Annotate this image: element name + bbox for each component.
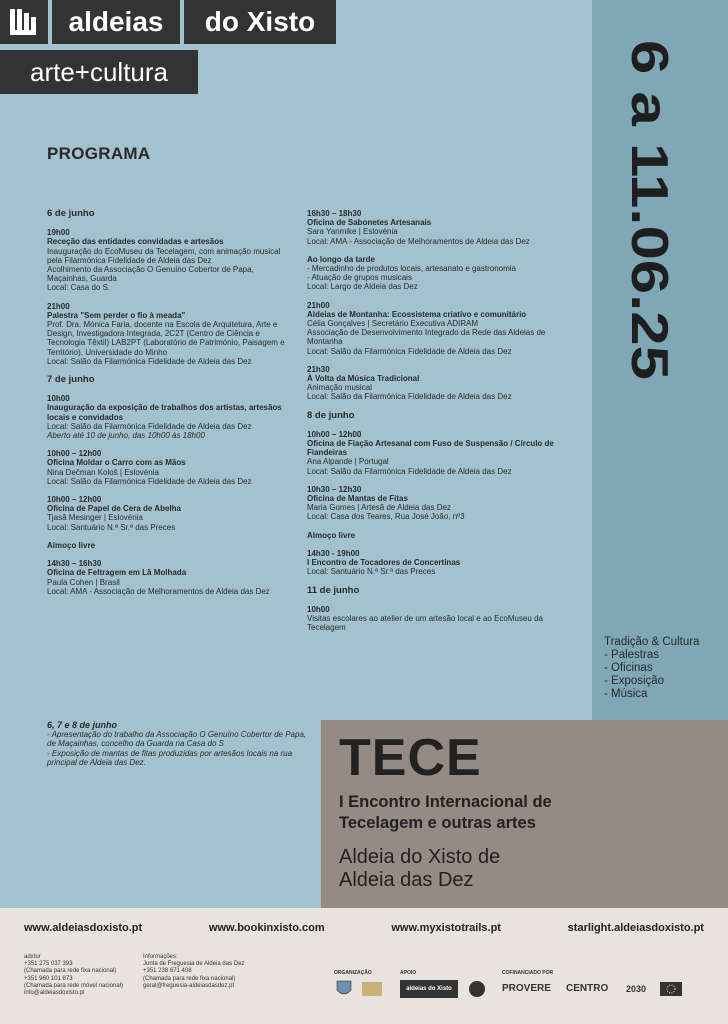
event-name: I Encontro de Tocadores de Concertinas <box>307 558 461 568</box>
event-detail: Prof. Dra. Mónica Faria, docente na Escola de Arquitetura, Arte e Design, Investigadora Integrada, 2C2T (Centro de Ciência e Tecnologia Têxtil) LAB2PT (Laboratório de Património, Paisagem e Território), Universidade do Minho <box>47 320 285 357</box>
footer-sites <box>24 922 704 934</box>
event-detail: Local: Santuário N.ª Sr.ª das Preces <box>307 567 436 577</box>
event-detail: Local: Salão da Filarmónica Fidelidade de Aldeia das Dez <box>307 346 512 356</box>
event-name: Oficina de Feltragem em Lã Molhada <box>47 568 187 578</box>
event-time: 10h00 <box>307 604 330 614</box>
event-detail: Animação musical <box>307 383 372 393</box>
event-place-line: Aldeia das Dez <box>339 869 474 891</box>
topics-list <box>604 636 699 701</box>
contact-info <box>143 954 303 990</box>
event-time: 19h00 <box>47 228 70 238</box>
event-name: Oficina de Mantas de Fitas <box>307 494 408 504</box>
event-time: 10h00 – 12h00 <box>47 449 102 459</box>
event-detail: Local: Salão da Filarmónica Fidelidade de Aldeia das Dez <box>47 476 252 486</box>
tag-organizacao: ORGANIZAÇÃO <box>334 970 372 976</box>
lunch-break: Almoço livre <box>307 530 356 540</box>
event-place <box>339 846 500 892</box>
extra-notes <box>47 721 307 767</box>
day-heading: 8 de junho <box>307 409 355 421</box>
program-event <box>307 605 577 633</box>
topic-item: - Música <box>604 688 648 700</box>
event-time: 10h00 <box>47 394 70 404</box>
event-detail: Tjasă Mesinger | Eslovénia <box>47 513 143 523</box>
program-event <box>47 449 292 486</box>
event-time: 21h00 <box>307 300 330 310</box>
aldeias-do-xisto-logo: aldeias do Xisto <box>400 980 458 998</box>
event-time: 14h30 – 16h30 <box>47 559 102 569</box>
program-event <box>307 301 577 356</box>
event-detail: Local: Salão da Filarmónica Fidelidade de Aldeia das Dez <box>307 392 512 402</box>
date-range-vertical <box>600 40 720 400</box>
day-heading: 7 de junho <box>47 374 95 386</box>
contact-line: adxtur <box>24 954 41 960</box>
event-detail: Local: AMA - Associação de Melhoramentos de Aldeia das Dez <box>47 586 270 596</box>
event-detail: Inauguração do EcoMuseu da Tecelagem, com animação musical pela Filarmónica Fidelidade de Aldeia das Dez <box>47 246 281 265</box>
event-title-box <box>321 720 728 908</box>
program-event <box>307 209 577 246</box>
event-detail: Local: Casa do S. <box>47 283 111 293</box>
program-event <box>307 485 577 522</box>
brand-aldeias: aldeias <box>52 0 180 44</box>
contact-line: +351 960 101 873 <box>24 975 73 982</box>
program-event <box>47 228 292 292</box>
event-detail: Associação de Desenvolvimento Integrado da Rede das Aldeias de Montanha <box>307 328 546 347</box>
provere-logo: PROVERE <box>502 983 551 994</box>
extra-heading: 6, 7 e 8 de junho <box>47 720 118 730</box>
event-time: Ao longo da tarde <box>307 254 375 264</box>
event-time: 10h00 – 12h00 <box>47 495 102 505</box>
extra-line: - Exposição de mantas de fitas produzidas por artesãos locais na rua principal de Aldeia das Dez. <box>47 748 293 767</box>
event-detail: Local: Largo de Aldeia das Dez <box>307 282 418 292</box>
event-detail: - Atuação de grupos musicais <box>307 273 412 283</box>
day-heading: 11 de junho <box>307 584 360 596</box>
event-name: Oficina de Papel de Cera de Abelha <box>47 504 181 514</box>
portugal-2030-logo: 2030 <box>626 984 647 994</box>
program-column-right <box>307 209 577 641</box>
event-detail: Visitas escolares ao atelier de um artesão local e ao EcoMuseu da Tecelagem <box>307 613 543 633</box>
program-event <box>47 394 292 440</box>
event-detail: Nina Dečman Kološ | Eslovénia <box>47 467 159 477</box>
program-event <box>47 302 292 366</box>
event-detail: - Mercadinho de produtos locais, artesanato e gastronomia <box>307 264 517 274</box>
event-time: 21h00 <box>47 301 70 311</box>
contact-line: Informações: <box>143 954 178 960</box>
topics-heading: Tradição & Cultura <box>604 636 700 648</box>
event-name: Receção das entidades convidadas e artesãos <box>47 237 224 247</box>
contact-line: (Chamada para rede móvel nacional) <box>24 982 124 989</box>
program-event <box>307 365 577 402</box>
partner-circle-icon <box>468 980 486 998</box>
date-range: 6 a 11.06.25 <box>620 40 678 327</box>
centro-logo: CENTRO <box>566 983 609 994</box>
contact-adxtur <box>24 954 134 997</box>
event-detail: Local: AMA - Associação de Melhoramentos de Aldeia das Dez <box>307 236 530 246</box>
event-detail: Paula Cohen | Brasil <box>47 577 120 587</box>
day-heading: 6 de junho <box>47 208 95 219</box>
brand-do-xisto: do Xisto <box>184 0 336 44</box>
event-name: Oficina Moldar o Carro com as Mãos <box>47 458 186 468</box>
event-detail: Ana Alpande | Portugal <box>307 457 389 467</box>
tag-cofinanciado: COFINANCIADO POR <box>502 970 554 976</box>
municipality-logo-icon <box>360 980 384 998</box>
event-detail: Local: Casa dos Teares, Rua José João, nº3 <box>307 512 465 522</box>
event-time: 14h30 - 19h00 <box>307 548 360 558</box>
event-detail: Acolhimento da Associação O Genuíno Cobertor de Papa, Maçainhas, Guarda <box>47 265 254 284</box>
event-subtitle-line: Tecelagem e outras artes <box>339 814 536 832</box>
contact-email[interactable]: geral@freguesia-aldeiasdasdez.pt <box>143 982 235 989</box>
program-event <box>47 495 292 532</box>
event-time: 21h30 <box>307 364 330 374</box>
event-time: 16h30 – 18h30 <box>307 209 362 218</box>
footer <box>0 908 728 1024</box>
event-note: Aberto até 10 de junho, das 10h00 às 18h00 <box>47 431 205 441</box>
event-time: 10h30 – 12h30 <box>307 484 362 494</box>
event-detail: Sara Yanmike | Eslovénia <box>307 227 398 237</box>
program-event <box>307 430 577 476</box>
topic-item: - Oficinas <box>604 662 653 674</box>
contact-line: (Chamada para rede fixa nacional) <box>24 968 117 975</box>
contact-line: (Chamada para rede fixa nacional) <box>143 975 236 982</box>
event-name: À Volta da Música Tradicional <box>307 374 420 384</box>
event-time: 10h00 – 12h00 <box>307 429 362 439</box>
link-myxistotrails[interactable]: www.myxistotrails.pt <box>391 922 501 934</box>
topic-item: - Exposição <box>604 675 665 687</box>
extra-line: - Apresentação do trabalho da Associação O Genuíno Cobertor de Papa, de Maçainhas, concelho da Guarda na Casa do S <box>47 730 307 749</box>
event-title: TECE <box>339 729 482 787</box>
event-detail: Maria Gomes | Artesã de Aldeia das Dez <box>307 503 451 513</box>
event-detail: Local: Salão da Filarmónica Fidelidade de Aldeia das Dez <box>47 421 252 431</box>
right-column <box>592 0 728 720</box>
event-name: Palestra "Sem perder o fio à meada" <box>47 310 186 320</box>
contact-email[interactable]: info@aldeiasdoxisto.pt <box>24 990 85 997</box>
link-bookinxisto[interactable]: www.bookinxisto.com <box>208 922 325 934</box>
contact-line: Junta de Freguesia de Aldeia das Dez <box>143 961 245 968</box>
aldeias-logo-icon <box>0 0 48 44</box>
program-event <box>307 255 577 292</box>
event-detail: Célia Gonçalves | Secretário Executiva ADIRAM <box>307 319 479 329</box>
event-place-line: Aldeia do Xisto de <box>339 846 501 868</box>
program-column-left <box>47 209 292 605</box>
tag-apoio: APOIO <box>400 970 417 976</box>
link-starlight[interactable]: starlight.aldeiasdoxisto.pt <box>567 922 704 934</box>
contact-line: +351 275 037 393 <box>24 961 73 968</box>
eu-flag-icon <box>660 980 682 998</box>
program-event <box>307 549 577 577</box>
link-aldeiasdoxisto[interactable]: www.aldeiasdoxisto.pt <box>24 922 143 934</box>
event-detail: Local: Santuário N.ª Sr.ª das Preces <box>47 522 176 532</box>
event-detail: Local: Salão da Filarmónica Fidelidade de Aldeia das Dez <box>307 466 512 476</box>
event-name: Inauguração da exposição de trabalhos dos artistas, artesãos locais e convidados <box>47 403 282 422</box>
event-detail: Local: Salão da Filarmónica Fidelidade de Aldeia das Dez <box>47 356 252 366</box>
event-name: Oficina de Fiação Artesanal com Fuso de Suspensão / Círculo de Fiandeiras <box>307 439 554 458</box>
parish-shield-icon <box>336 980 352 998</box>
contact-line: +351 238 671 408 <box>143 968 192 975</box>
brand-subtitle: arte+cultura <box>0 50 198 94</box>
event-subtitle <box>339 792 552 834</box>
program-title: PROGRAMA <box>47 144 151 163</box>
event-name: Oficina de Sabonetes Artesanais <box>307 218 432 228</box>
topic-item: - Palestras <box>604 649 659 661</box>
event-subtitle-line: I Encontro Internacional de <box>339 793 552 811</box>
event-name: Aldeias de Montanha: Ecossistema criativo e comunitário <box>307 309 527 319</box>
program-event <box>47 559 292 596</box>
lunch-break: Almoço livre <box>47 540 96 550</box>
